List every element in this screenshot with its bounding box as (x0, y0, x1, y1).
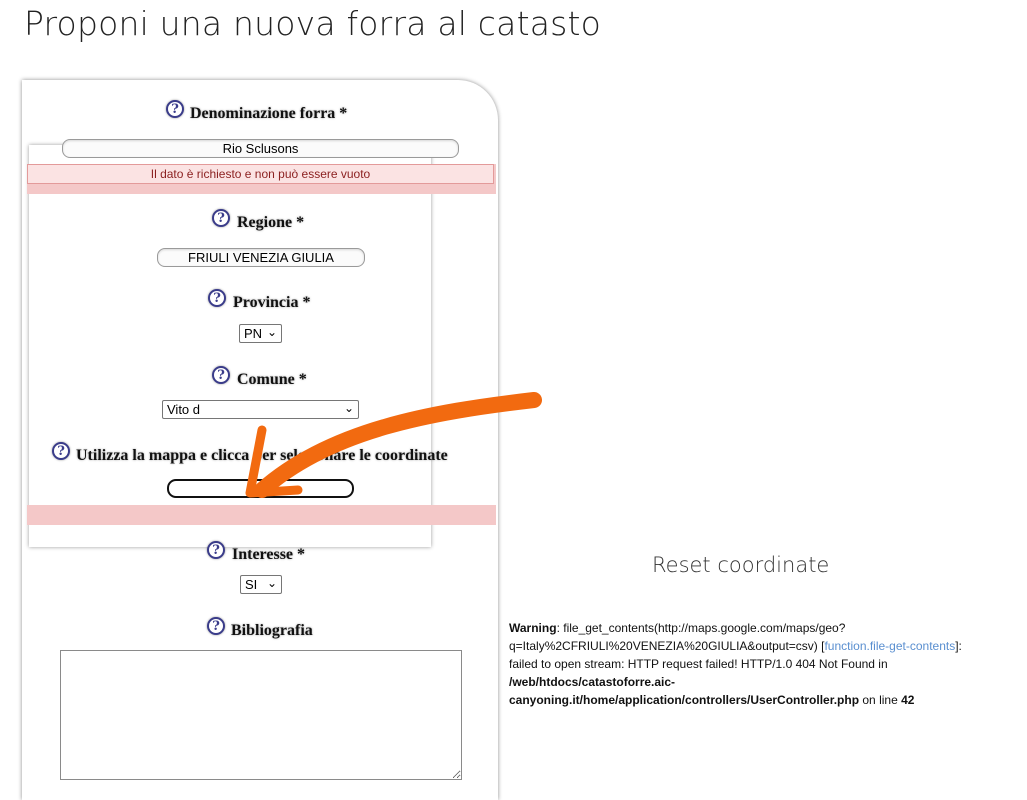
help-question-icon[interactable]: ? (212, 366, 230, 384)
help-question-icon[interactable]: ? (52, 442, 70, 460)
coordinate-label: Utilizza la mappa e clicca per selezionare le coordinate (76, 447, 448, 464)
denominazione-error-box (27, 164, 496, 194)
warning-text-3: on line (859, 693, 902, 707)
warning-text-2: ]: failed to open stream: HTTP request failed! HTTP/1.0 404 Not Found in (509, 639, 962, 671)
warning-function-link[interactable]: function.file-get-contents (824, 639, 956, 653)
chevron-down-icon: ⌄ (266, 576, 277, 590)
comune-label: Comune * (237, 371, 307, 388)
comune-selected-value: Vito d (167, 402, 201, 417)
bibliografia-textarea[interactable] (60, 650, 462, 780)
denominazione-input[interactable] (62, 139, 459, 158)
bibliografia-label: Bibliografia (231, 622, 313, 639)
help-question-icon[interactable]: ? (207, 617, 225, 635)
regione-label: Regione * (237, 214, 305, 231)
php-warning-message (509, 619, 979, 709)
warning-file-path: /web/htdocs/catastoforre.aic-canyoning.it/home/application/controllers/UserController.php (509, 675, 860, 707)
interesse-select[interactable] (240, 575, 282, 594)
help-question-icon[interactable]: ? (166, 100, 184, 118)
help-question-icon[interactable]: ? (208, 289, 226, 307)
coordinate-error-band (27, 505, 496, 525)
comune-select[interactable] (162, 400, 359, 419)
interesse-selected-value: SI (245, 577, 258, 592)
chevron-down-icon: ⌄ (343, 401, 354, 415)
reset-coordinate-link[interactable]: Reset coordinate (652, 553, 830, 577)
provincia-select[interactable] (239, 324, 282, 343)
denominazione-error-message: Il dato è richiesto e non può essere vuoto (27, 164, 494, 184)
provincia-label: Provincia * (233, 294, 311, 311)
interesse-label: Interesse * (232, 546, 306, 563)
help-question-icon[interactable]: ? (212, 209, 230, 227)
warning-line-number: 42 (901, 693, 915, 707)
chevron-down-icon: ⌄ (266, 325, 277, 339)
denominazione-label: Denominazione forra * (190, 105, 348, 122)
regione-input[interactable] (157, 248, 365, 267)
warning-text-1: : file_get_contents(http://maps.google.com/maps/geo?q=Italy%2CFRIULI%20VENEZIA%20GIULIA&output=csv) [ (509, 621, 846, 653)
warning-prefix: Warning (509, 621, 557, 635)
provincia-selected-value: PN (244, 326, 263, 341)
help-question-icon[interactable]: ? (207, 541, 225, 559)
coordinate-input[interactable] (167, 479, 354, 498)
page-title: Proponi una nuova forra al catasto (24, 4, 602, 43)
